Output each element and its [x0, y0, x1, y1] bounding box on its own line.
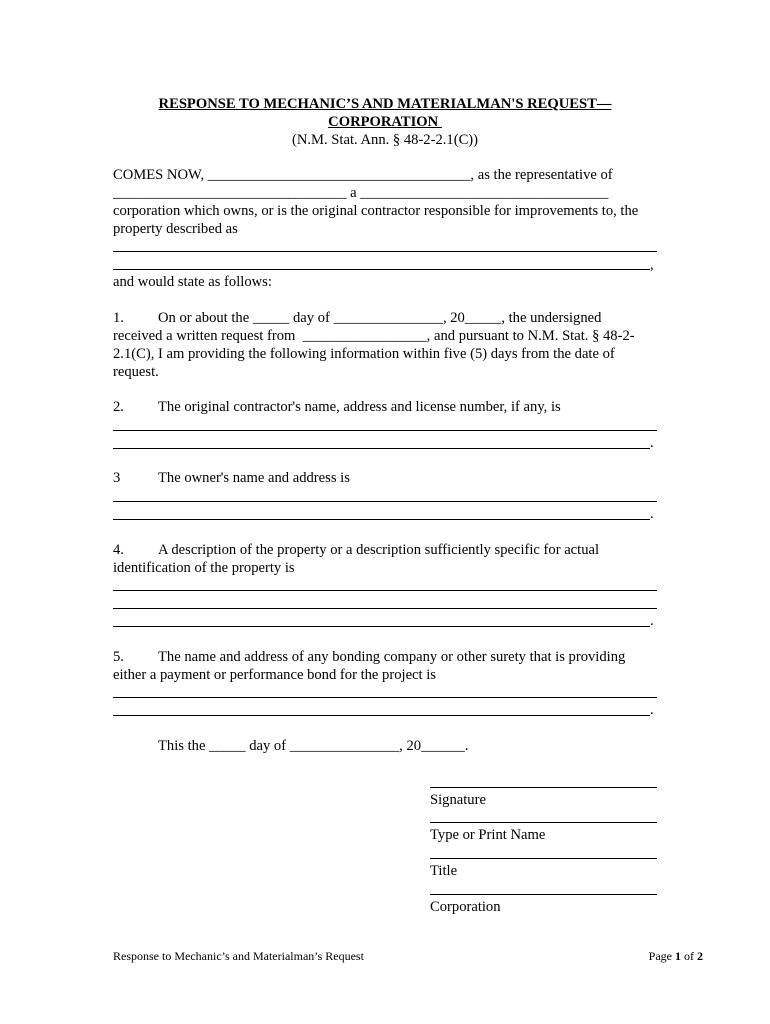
document-title-line2: CORPORATION: [328, 114, 442, 130]
footer-document-title: Response to Mechanic’s and Materialman’s Request: [113, 949, 364, 963]
item-2-number: 2.: [113, 399, 124, 415]
signature-line: [430, 787, 657, 788]
item-3-answer-line-1: [113, 501, 657, 502]
item-2-line-1: The original contractor's name, address and license number, if any, is: [158, 399, 561, 415]
item-4-number: 4.: [113, 542, 124, 558]
item-1-line-4: request.: [113, 364, 159, 380]
item-3-line-1: The owner's name and address is: [158, 470, 350, 486]
item-2-period: .: [650, 435, 654, 451]
property-description-comma: ,: [650, 257, 654, 273]
corporation-line: [430, 894, 657, 895]
footer-current-page: 1: [675, 949, 681, 963]
intro-line-5: and would state as follows:: [113, 274, 272, 290]
footer-page-of: of: [681, 949, 697, 963]
item-1-line-3: 2.1(C), I am providing the following information within five (5) days from the date of: [113, 346, 615, 362]
item-5-period: .: [650, 702, 654, 718]
item-1-line-1: On or about the _____ day of _______________, 20_____, the undersigned: [158, 310, 602, 326]
dated-line: This the _____ day of _______________, 20______.: [158, 738, 469, 754]
item-4-answer-line-2: [113, 608, 657, 609]
property-description-line-2: [113, 269, 650, 270]
item-4-line-2: identification of the property is: [113, 560, 295, 576]
footer-page-prefix: Page: [648, 949, 675, 963]
item-4-answer-line-1: [113, 590, 657, 591]
item-4-line-1: A description of the property or a description sufficiently specific for actual: [158, 542, 600, 558]
intro-line-4: property described as: [113, 221, 238, 237]
item-3-period: .: [650, 506, 654, 522]
item-5-line-2: either a payment or performance bond for the project is: [113, 667, 436, 683]
intro-line-1: COMES NOW, ____________________________________, as the representative of: [113, 167, 613, 183]
item-5-answer-line-2: [113, 715, 650, 716]
corporation-label: Corporation: [430, 899, 501, 915]
print-name-line: [430, 822, 657, 823]
item-2-answer-line-1: [113, 430, 657, 431]
item-1-number: 1.: [113, 310, 124, 326]
print-name-label: Type or Print Name: [430, 827, 546, 843]
intro-line-2: ________________________________ a __________________________________: [113, 185, 609, 201]
title-line: [430, 858, 657, 859]
item-5-number: 5.: [113, 649, 124, 665]
title-label: Title: [430, 863, 458, 879]
property-description-line-1: [113, 251, 657, 252]
footer-page-number: [649, 949, 703, 963]
footer-total-pages: 2: [697, 949, 703, 963]
item-5-answer-line-1: [113, 697, 657, 698]
item-3-number: 3: [113, 470, 121, 486]
item-1-line-2: received a written request from _________________, and pursuant to N.M. Stat. § 48-2-: [113, 328, 635, 344]
signature-label: Signature: [430, 792, 486, 808]
item-5-line-1: The name and address of any bonding company or other surety that is providing: [158, 649, 626, 665]
item-3-answer-line-2: [113, 519, 650, 520]
statute-reference: (N.M. Stat. Ann. § 48-2-2.1(C)): [291, 132, 479, 148]
item-4-answer-line-3: [113, 626, 650, 627]
intro-line-3: corporation which owns, or is the original contractor responsible for improvements to, the: [113, 203, 639, 219]
item-2-answer-line-2: [113, 448, 650, 449]
document-title-line1: RESPONSE TO MECHANIC’S AND MATERIALMAN'S REQUEST—: [158, 96, 612, 112]
item-4-period: .: [650, 613, 654, 629]
